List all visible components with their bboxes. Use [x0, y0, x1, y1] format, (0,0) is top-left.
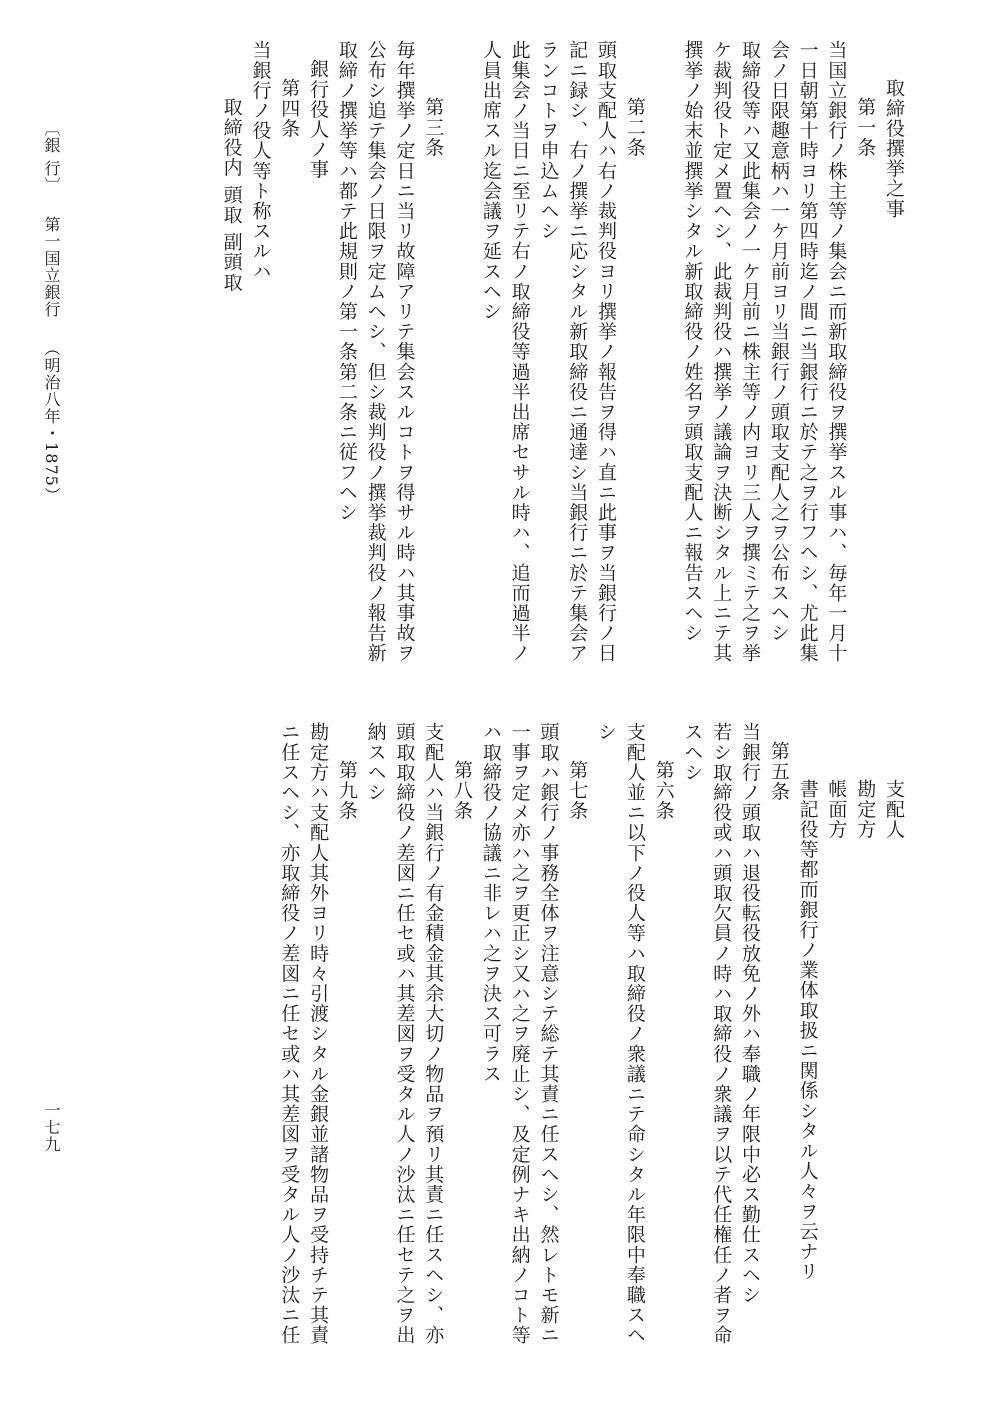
text-line: 一事ヲ定メ亦ハ之ヲ更正シ又ハ之ヲ廃止シ、及定例ナキ出納ノコト等 — [508, 722, 531, 1346]
text-line: ニ任スヘシ、亦取締役ノ差図ニ任セ或ハ其差図ヲ受タル人ノ沙汰ニ任 — [278, 722, 301, 1346]
text-line: 取締役撰挙之事 — [883, 78, 905, 219]
text-line: 会ノ日限趣意柄ハ一ケ月前ヨリ当銀行ノ頭取支配人之ヲ公布スヘシ — [767, 40, 790, 643]
text-line: 第一条 — [854, 97, 877, 158]
page-number: 一七九 — [42, 1102, 61, 1153]
text-line: 一日朝第十時ヨリ第四時迄ノ間ニ当銀行ニ於テ之ヲ行フヘシ、尤此集 — [796, 40, 819, 664]
text-line: 支配人並ニ以下ノ役人等ハ取締役ノ衆議ニテ命シタル年限中奉職スヘ — [623, 722, 646, 1346]
text-line: 毎年撰挙ノ定日ニ当リ故障アリテ集会スルコトヲ得サル時ハ其事故ヲ — [393, 40, 416, 664]
text-line: 取締役内 頭取 副頭取 — [220, 97, 243, 293]
header-date: （明治八年・1875） — [42, 340, 61, 504]
text-line: 第七条 — [566, 760, 589, 821]
text-line: 当銀行ノ役人等ト称スルハ — [249, 40, 272, 282]
text-line: 勘定方ハ支配人其外ヨリ時々引渡シタル金銀並諸物品ヲ受持チテ其責 — [307, 722, 330, 1346]
text-line: 若シ取締役或ハ頭取欠員ノ時ハ取締役ノ衆議ヲ以テ代任権任ノ者ヲ命 — [710, 722, 733, 1346]
text-line: 支配人ハ当銀行ノ有金積金其余大切ノ物品ヲ預リ其責ニ任スヘシ、亦 — [422, 722, 445, 1346]
text-line: 第四条 — [278, 78, 301, 139]
text-line: 第六条 — [652, 760, 675, 821]
text-line: 書記役等都而銀行ノ業体取扱ニ関係シタル人々ヲ云ナリ — [796, 779, 819, 1282]
text-line: 頭取取締役ノ差図ニ任セ或ハ其差図ヲ受タル人ノ沙汰ニ任セテ之ヲ出 — [393, 722, 416, 1346]
text-line: 頭取支配人ハ右ノ裁判役ヨリ撰挙ノ報告ヲ得ハ直ニ此事ヲ当銀行ノ日 — [595, 40, 618, 664]
text-line: 人員出席スル迄会議ヲ延スヘシ — [479, 40, 502, 322]
text-line: 第二条 — [623, 97, 646, 158]
text-line: ケ裁判役ト定メ置ヘシ、此裁判役ハ撰挙ノ議論ヲ決断シタル上ニテ其 — [710, 40, 733, 664]
header-category: 〔銀 行〕 — [42, 120, 61, 195]
text-line: 撰挙ノ始末並撰挙シタル新取締役ノ姓名ヲ頭取支配人ニ報告スヘシ — [681, 40, 704, 643]
text-line: 銀行役人ノ事 — [307, 59, 330, 180]
lower-text-block — [274, 722, 908, 1346]
running-header — [40, 120, 63, 504]
text-line: 第三条 — [422, 97, 445, 158]
upper-text-block — [217, 40, 908, 664]
text-line: 第八条 — [451, 760, 474, 821]
text-line: 帳面方 — [825, 779, 848, 840]
text-line: 支配人 — [883, 779, 905, 840]
text-line: 当銀行ノ頭取ハ退役転役放免ノ外ハ奉職ノ年限中必ス勤仕スヘシ — [739, 722, 762, 1305]
header-bank-name: 第一国立銀行 — [42, 216, 61, 319]
text-line: 頭取ハ銀行ノ事務全体ヲ注意シテ総テ其責ニ任スヘシ、然レトモ新ニ — [537, 722, 560, 1346]
text-line: 取締ノ撰挙等ハ都テ此規則ノ第一条第二条ニ従フヘシ — [335, 40, 358, 523]
text-line: 当国立銀行ノ株主等ノ集会ニ而新取締役ヲ撰挙スル事ハ、毎年一月十 — [825, 40, 848, 664]
text-line: 取締役等ハ又此集会ノ一ケ月前ニ株主等ノ内ヨリ三人ヲ撰ミテ之ヲ挙 — [739, 40, 762, 664]
text-line: 納スヘシ — [364, 722, 387, 803]
text-line: 勘定方 — [854, 779, 877, 840]
text-line: 第九条 — [335, 760, 358, 821]
text-line: 第五条 — [767, 741, 790, 802]
text-line: シ — [595, 722, 618, 743]
text-line: ハ取締役ノ協議ニ非レハ之ヲ決ス可ラス — [479, 722, 502, 1084]
text-line: 記ニ録シ、右ノ撰挙ニ応シタル新取締役ニ通達シ当銀行ニ於テ集会ア — [566, 40, 589, 664]
text-line: 此集会ノ当日ニ至リテ右ノ取締役等過半出席セサル時ハ、追而過半ノ — [508, 40, 531, 664]
text-line: 公布シ追テ集会ノ日限ヲ定ムヘシ、但シ裁判役ノ撰挙裁判役ノ報告新 — [364, 40, 387, 664]
text-line: ランコトヲ申込ムヘシ — [537, 40, 560, 241]
text-line: スヘシ — [681, 722, 704, 783]
